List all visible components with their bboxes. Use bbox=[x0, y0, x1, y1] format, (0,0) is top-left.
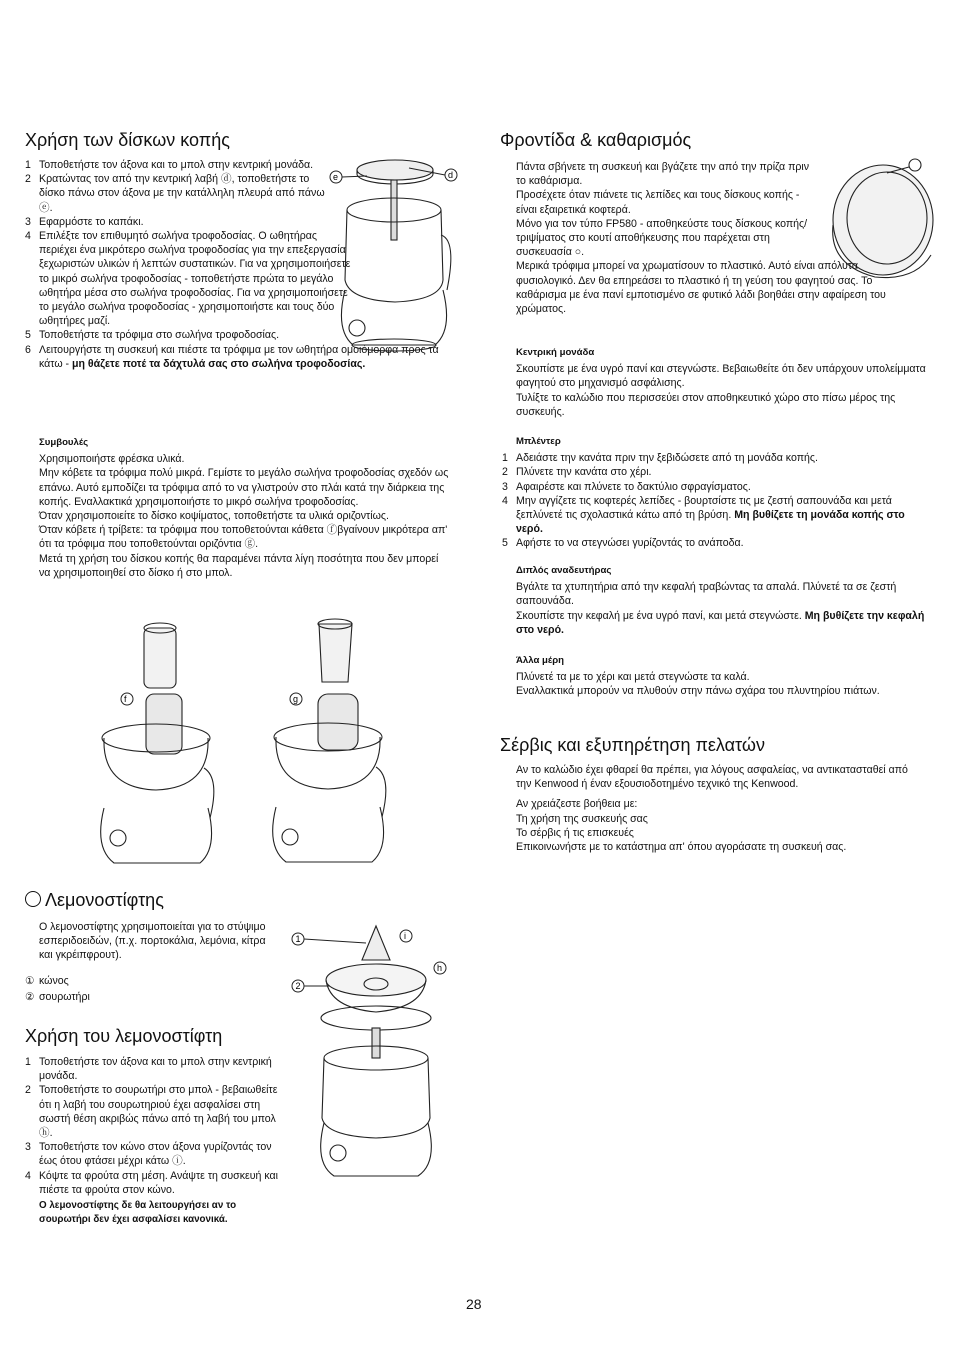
service-paragraph: Αν το καλώδιο έχει φθαρεί θα πρέπει, για λόγους ασφαλείας, να αντικατασταθεί από την Kenwood ή έναν εξουσιοδοτημένο τεχνικό της Kenwood. bbox=[516, 764, 908, 791]
juicer-step: 3 Τοποθετήστε τον κώνο στον άξονα γυρίζοντάς τον έως ότου φτάσει μέχρι κάτω ⓘ. bbox=[25, 1141, 272, 1168]
whisk-title: Διπλός αναδευτήρας bbox=[516, 565, 612, 576]
juicer-part: ② σουρωτήρι bbox=[25, 991, 90, 1004]
processor-feed-figure-g bbox=[264, 612, 394, 872]
care-intro bbox=[516, 160, 896, 316]
blender-step: 5 Αφήστε το να στεγνώσει γυρίζοντάς το ανάποδα. bbox=[502, 537, 744, 550]
care-paragraph: Προσέχετε όταν πιάνετε τις λεπίδες και τους δίσκους κοπής - είναι εξαιρετικά κοφτερά. bbox=[516, 189, 800, 216]
blender-step: 4 Μην αγγίζετε τις κοφτερές λεπίδες - βουρτσίστε τις με ζεστή σαπουνάδα και μετά ξεπλύνετέ τις σχολαστικά κάτω από τη βρύση. Μη βυθίζετε τη μονάδα κοπής στο νερό. bbox=[502, 494, 905, 536]
blender-step: 1 Αδειάστε την κανάτα πριν την ξεβιδώσετε από τη μονάδα κοπής. bbox=[502, 452, 818, 465]
service-line: Αν χρειάζεστε βοήθεια με: bbox=[516, 798, 638, 811]
whisk-paragraph: Σκουπίστε την κεφαλή με ένα υγρό πανί, και μετά στεγνώστε. Μη βυθίζετε την κεφαλή στο νερό. bbox=[516, 609, 925, 636]
service-section-title: Σέρβις και εξυπηρέτηση πελατών bbox=[500, 735, 765, 755]
juicer-step: 2 Τοποθετήστε το σουρωτήρι στο μπολ - βεβαιωθείτε ότι η λαβή του σουρωτηριού έχει ασφαλίσει στη σωστή θέση ακριβώς πάνω από τη λαβή του μπολ ⓗ. bbox=[25, 1084, 278, 1140]
other-parts-title: Άλλα μέρη bbox=[516, 655, 565, 666]
other-parts-paragraph: Πλύνετέ τα με το χέρι και μετά στεγνώστε τα καλά. bbox=[516, 671, 750, 684]
tip: Όταν χρησιμοποιείτε το δίσκο κοψίματος, τοποθετήστε τα υλικά οριζοντίως. bbox=[39, 510, 389, 523]
disc-step: 3 Εφαρμόστε το καπάκι. bbox=[25, 215, 144, 228]
disc-step: 6 Λειτουργήστε τη συσκευή και πιέστε τα τρόφιμα με τον ωθητήρα ομοιόμορφα προς τα κάτω - μη θάζετε ποτέ τα δάχτυλά σας στο σωλήνα τροφοδοσίας. bbox=[25, 343, 439, 370]
page-number: 28 bbox=[466, 1296, 482, 1312]
callout-f: f bbox=[124, 694, 127, 704]
other-parts-paragraph: Εναλλακτικά μπορούν να πλυθούν στην πάνω σχάρα του πλυντηρίου πιάτων. bbox=[516, 685, 880, 698]
processor-feed-figure-f bbox=[92, 618, 222, 873]
main-unit-title: Κεντρική μονάδα bbox=[516, 347, 595, 358]
main-unit-paragraph: Σκουπίστε με ένα υγρό πανί και στεγνώστε. Βεβαιωθείτε ότι δεν υπάρχουν υπολείμματα φαγητού στο μηχανισμό ασφάλισης. bbox=[516, 363, 926, 390]
tips-block bbox=[39, 436, 449, 580]
care-paragraph: Μερικά τρόφιμα μπορεί να χρωματίσουν το πλαστικό. Αυτό είναι απόλυτα φυσιολογικό. Δεν θα επηρεάσει το πλαστικό ή τη γεύση του φαγητού σας. Το καθάρισμα με ένα πανί εμποτισμένο σε φυτικό λάδι βοηθάει στην αφαίρεση του χρώματος. bbox=[516, 260, 886, 316]
service-line: Το σέρβις ή τις επισκευές bbox=[516, 826, 634, 839]
juicer-part: ① κώνος bbox=[25, 975, 69, 987]
tip: Μετά τη χρήση του δίσκου κοπής θα παραμένει πάντα λίγη ποσότητα που δεν μπορεί να χρησιμοποιηθεί στο δίσκο ή στο μπολ. bbox=[39, 552, 439, 579]
disc-step: 4 Επιλέξτε τον επιθυμητό σωλήνα τροφοδοσίας. Ο ωθητήρας περιέχει ένα μικρότερο σωλήνα τροφοδοσίας για την επεξεργασία ξεχωριστών υλικών ή λεπτών συστατικών. Για να χρησιμοποιήσετε το μικρό σωλήνα τροφοδοσίας - τοποθετήστε πρώτα το μεγάλο ωθητήρα μέσα στο σωλήνα τροφοδοσίας. Για να χρησιμοποιήσετε το μεγάλο σωλήνα τροφοδοσίας - χρησιμοποιήστε και τους δύο ωθητήρες μαζί. bbox=[25, 230, 351, 328]
blender-block bbox=[502, 435, 932, 551]
other-parts-block bbox=[516, 654, 916, 699]
callout-2: 2 bbox=[295, 981, 301, 991]
juicer-use-title: Χρήση του λεμονοστίφτη bbox=[25, 1026, 223, 1046]
blender-title: Μπλέντερ bbox=[516, 436, 561, 447]
disc-section-title: Χρήση των δίσκων κοπής bbox=[25, 130, 230, 150]
service-line: Επικοινωνήστε με το κατάστημα απ' όπου αγοράσατε τη συσκευή σας. bbox=[516, 841, 847, 854]
juicer-steps bbox=[25, 1055, 280, 1227]
main-unit-block bbox=[516, 346, 936, 419]
disc-step: 2 Κρατώντας τον από την κεντρική λαβή ⓓ, τοποθετήστε το δίσκο πάνω στον άξονα με την κατάλληλη πλευρά από πάνω ⓔ. bbox=[25, 173, 325, 214]
service-line: Τη χρήση της συσκευής σας bbox=[516, 812, 648, 825]
disc-step: 1 Τοποθετήστε τον άξονα και το μπολ στην κεντρική μονάδα. bbox=[25, 159, 314, 171]
blender-step: 3 Αφαιρέστε και πλύνετε το δακτύλιο σφραγίσματος. bbox=[502, 480, 751, 493]
disc-steps bbox=[25, 158, 439, 371]
juicer-step: 1 Τοποθετήστε τον άξονα και το μπολ στην κεντρική μονάδα. bbox=[25, 1056, 272, 1083]
whisk-paragraph: Βγάλτε τα χτυπητήρια από την κεφαλή τραβώντας τα απαλά. Πλύνετέ τα σε ζεστή σαπουνάδα. bbox=[516, 581, 897, 608]
care-paragraph: Μόνο για τον τύπο FP580 - αποθηκεύστε τους δίσκους κοπής/τριψίματος στο κουτί αποθήκευσης που παρέχεται στη συσκευασία ○. bbox=[516, 217, 808, 259]
juicer-section-title: Λεμονοστίφτης bbox=[25, 890, 164, 911]
service-block bbox=[516, 763, 916, 854]
tip: Όταν κόβετε ή τρίβετε: τα τρόφιμα που τοποθετούνται κάθετα ⓕβγαίνουν μικρότερα απ' ότι τα τρόφιμα που τοποθετούνται οριζόντια ⓖ. bbox=[39, 524, 448, 551]
callout-i: i bbox=[404, 931, 406, 941]
tip: Χρησιμοποιήστε φρέσκα υλικά. bbox=[39, 453, 185, 466]
juicer-parts bbox=[25, 974, 275, 1004]
callout-d: d bbox=[448, 170, 454, 180]
callout-h: h bbox=[437, 963, 443, 973]
processor-disc-figure bbox=[325, 150, 465, 360]
whisk-block bbox=[516, 564, 936, 637]
juicer-circle-icon bbox=[25, 891, 41, 907]
juicer-warning: Ο λεμονοστίφτης δε θα λειτουργήσει αν το σουρωτήρι δεν έχει ασφαλίσει κανονικά. bbox=[39, 1200, 237, 1226]
citrus-juicer-figure bbox=[290, 918, 450, 1188]
care-section-title: Φροντίδα & καθαρισμός bbox=[500, 130, 692, 150]
tip: Μην κόβετε τα τρόφιμα πολύ μικρά. Γεμίστε το μεγάλο σωλήνα τροφοδοσίας σχεδόν ως επάνω. Αυτό εμποδίζει τα τρόφιμα από το να γλιστρούν στο πλάι κατά την διάρκεια της κοπής. Εναλλακτικά χρησιμοποιήστε το μικρό σωλήνα τροφοδοσίας. bbox=[39, 467, 449, 508]
juicer-intro: Ο λεμονοστίφτης χρησιμοποιείται για το στύψιμο εσπεριδοειδών, (π.χ. πορτοκάλια, λεμόνια, κίτρα και γκρέιπφρουτ). bbox=[39, 921, 266, 962]
blender-step: 2 Πλύνετε την κανάτα στο χέρι. bbox=[502, 466, 652, 479]
tips-title: Συμβουλές bbox=[39, 437, 89, 448]
callout-g: g bbox=[293, 694, 299, 704]
juicer-step: 4 Κόψτε τα φρούτα στη μέση. Ανάψτε τη συσκευή και πιέστε τα φρούτα στον κώνο. bbox=[25, 1169, 279, 1196]
callout-e: e bbox=[333, 172, 339, 182]
care-paragraph: Πάντα σβήνετε τη συσκευή και βγάζετε την από την πρίζα πριν το καθάρισμα. bbox=[516, 161, 810, 188]
main-unit-paragraph: Τυλίξτε το καλώδιο που περισσεύει στον αποθηκευτικό χώρο στο πίσω μέρος της συσκευής. bbox=[516, 391, 896, 418]
disc-step: 5 Τοποθετήστε τα τρόφιμα στο σωλήνα τροφοδοσίας. bbox=[25, 329, 280, 342]
callout-1: 1 bbox=[295, 934, 301, 944]
